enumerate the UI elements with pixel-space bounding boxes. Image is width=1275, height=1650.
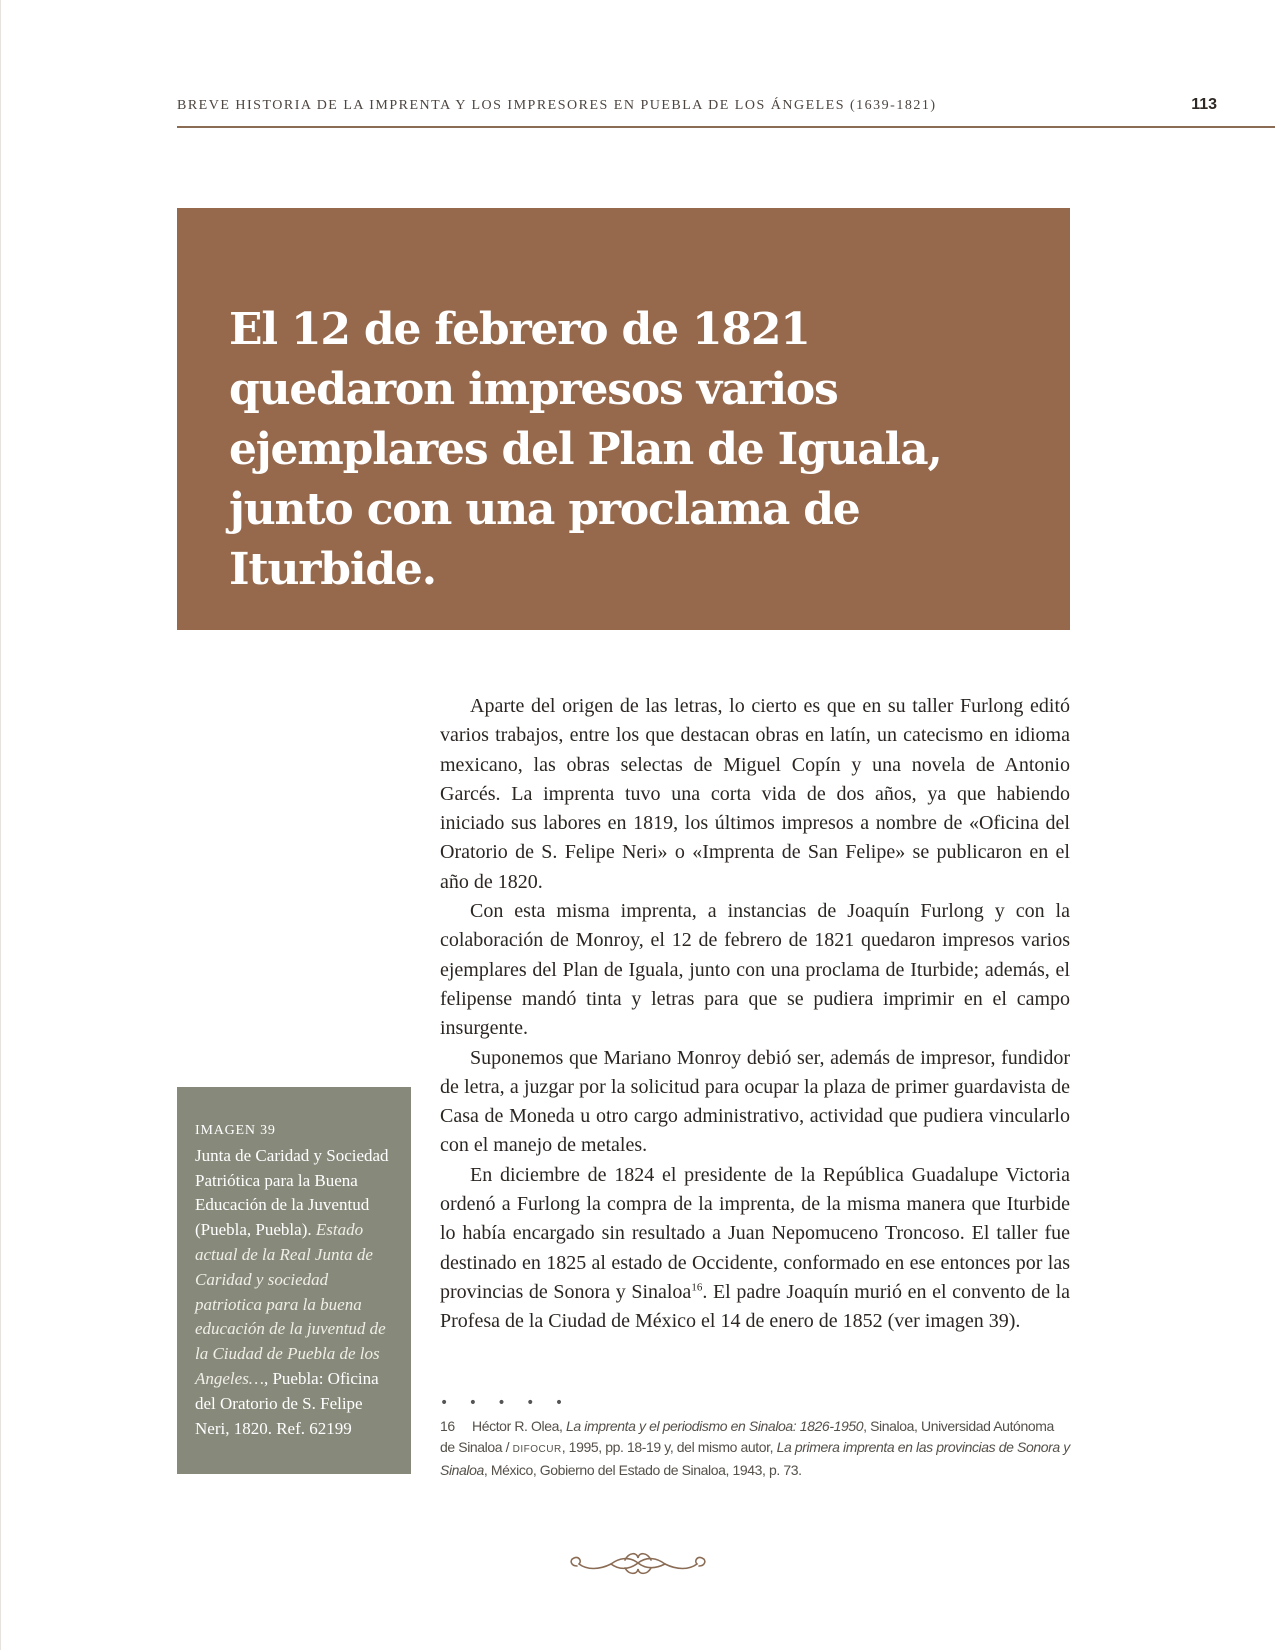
footnote-reference[interactable]: 16 — [691, 1281, 703, 1294]
caption-source-details: , Puebla: Oficina del Oratorio de S. Felipe Neri, 1820. Ref. 62199 — [195, 1368, 379, 1438]
footnote-author: Héctor R. Olea, — [472, 1418, 566, 1434]
pull-quote-box — [177, 208, 1070, 630]
decorative-flourish-icon — [567, 1548, 709, 1578]
caption-label: IMAGEN 39 — [195, 1123, 276, 1138]
body-paragraph-last — [440, 1161, 1070, 1337]
footnote-text: , Sinaloa, Universidad Autónoma de Sinaloa / — [440, 1418, 1054, 1455]
page-number: 113 — [1191, 96, 1217, 113]
footnote — [440, 1416, 1072, 1481]
image-caption — [177, 1087, 411, 1474]
footnote-title: La imprenta y el periodismo en Sinaloa: 1826-1950 — [565, 1418, 864, 1434]
body-paragraph: Suponemos que Mariano Monroy debió ser, además de impresor, fundidor de letra, a juzgar por la solicitud para ocupar la plaza de primer guardavista de Casa de Moneda u otro cargo administrativo, actividad que pudiera vincularlo con el manejo de metales. — [440, 1046, 1070, 1157]
paragraph-text: En diciembre de 1824 el presidente de la República Guadalupe Victoria ordenó a Furlong la compra de la imprenta, de la misma manera que Iturbide lo había encargado sin resultado a Juan Nepomuceno Troncoso. El taller fue destinado en 1825 al estado de Occidente, conformado en ese entonces por las provincias de Sonora y Sinaloa — [440, 1163, 1070, 1303]
footnote-title: La primera imprenta en las provincias de Sonora y Sinaloa — [440, 1438, 1070, 1479]
paragraph-text-continued: . El padre Joaquín murió en el convento de la Profesa de la Ciudad de México el 14 de enero de 1852 (ver imagen 39). — [440, 1280, 1071, 1333]
footnote-separator: • • • • • — [440, 1395, 572, 1411]
body-paragraph: Aparte del origen de las letras, lo cierto es que en su taller Furlong editó varios trabajos, entre los que destacan obras en latín, un catecismo en idioma mexicano, las obras selectas de Miguel Copín y una novela de Antonio Garcés. La imprenta tuvo una corta vida de dos años, ya que habiendo iniciado sus labores en 1819, los últimos impresos a nombre de «Oficina del Oratorio de S. Felipe Neri» o «Imprenta de San Felipe» se publicaron en el año de 1820. — [440, 695, 1070, 893]
caption-title: Junta de Caridad y Sociedad Patriótica para la Buena Educación de la Juventud (Puebla, Puebla). — [195, 1145, 389, 1240]
body-text — [440, 692, 1070, 1337]
header-rule — [177, 126, 1275, 128]
footnote-number: 16 — [440, 1418, 455, 1434]
running-title: BREVE HISTORIA DE LA IMPRENTA Y LOS IMPRESORES EN PUEBLA DE LOS ÁNGELES (1639-1821) — [177, 98, 937, 113]
caption-source-title: Estado actual de la Real Junta de Caridad y sociedad patriotica para la buena educación de la juventud de la Ciudad de Puebla de los Angeles… — [195, 1220, 386, 1388]
pull-quote: El 12 de febrero de 1821 quedaron impresos varios ejemplares del Plan de Iguala, junto con una proclama de Iturbide. — [229, 304, 942, 595]
page-edge — [0, 0, 1, 1650]
footnote-text: , México, Gobierno del Estado de Sinaloa, 1943, p. 73. — [483, 1462, 802, 1479]
footnote-publisher: DIFOCUR — [512, 1443, 562, 1455]
footnote-text: , 1995, pp. 18-19 y, del mismo autor, — [561, 1438, 777, 1455]
body-paragraph: Con esta misma imprenta, a instancias de Joaquín Furlong y con la colaboración de Monroy, el 12 de febrero de 1821 quedaron impresos varios ejemplares del Plan de Iguala, junto con una proclama de Iturbide; además, el felipense mandó tinta y letras para que se pudiera imprimir en el campo insurgente. — [440, 900, 1070, 1040]
